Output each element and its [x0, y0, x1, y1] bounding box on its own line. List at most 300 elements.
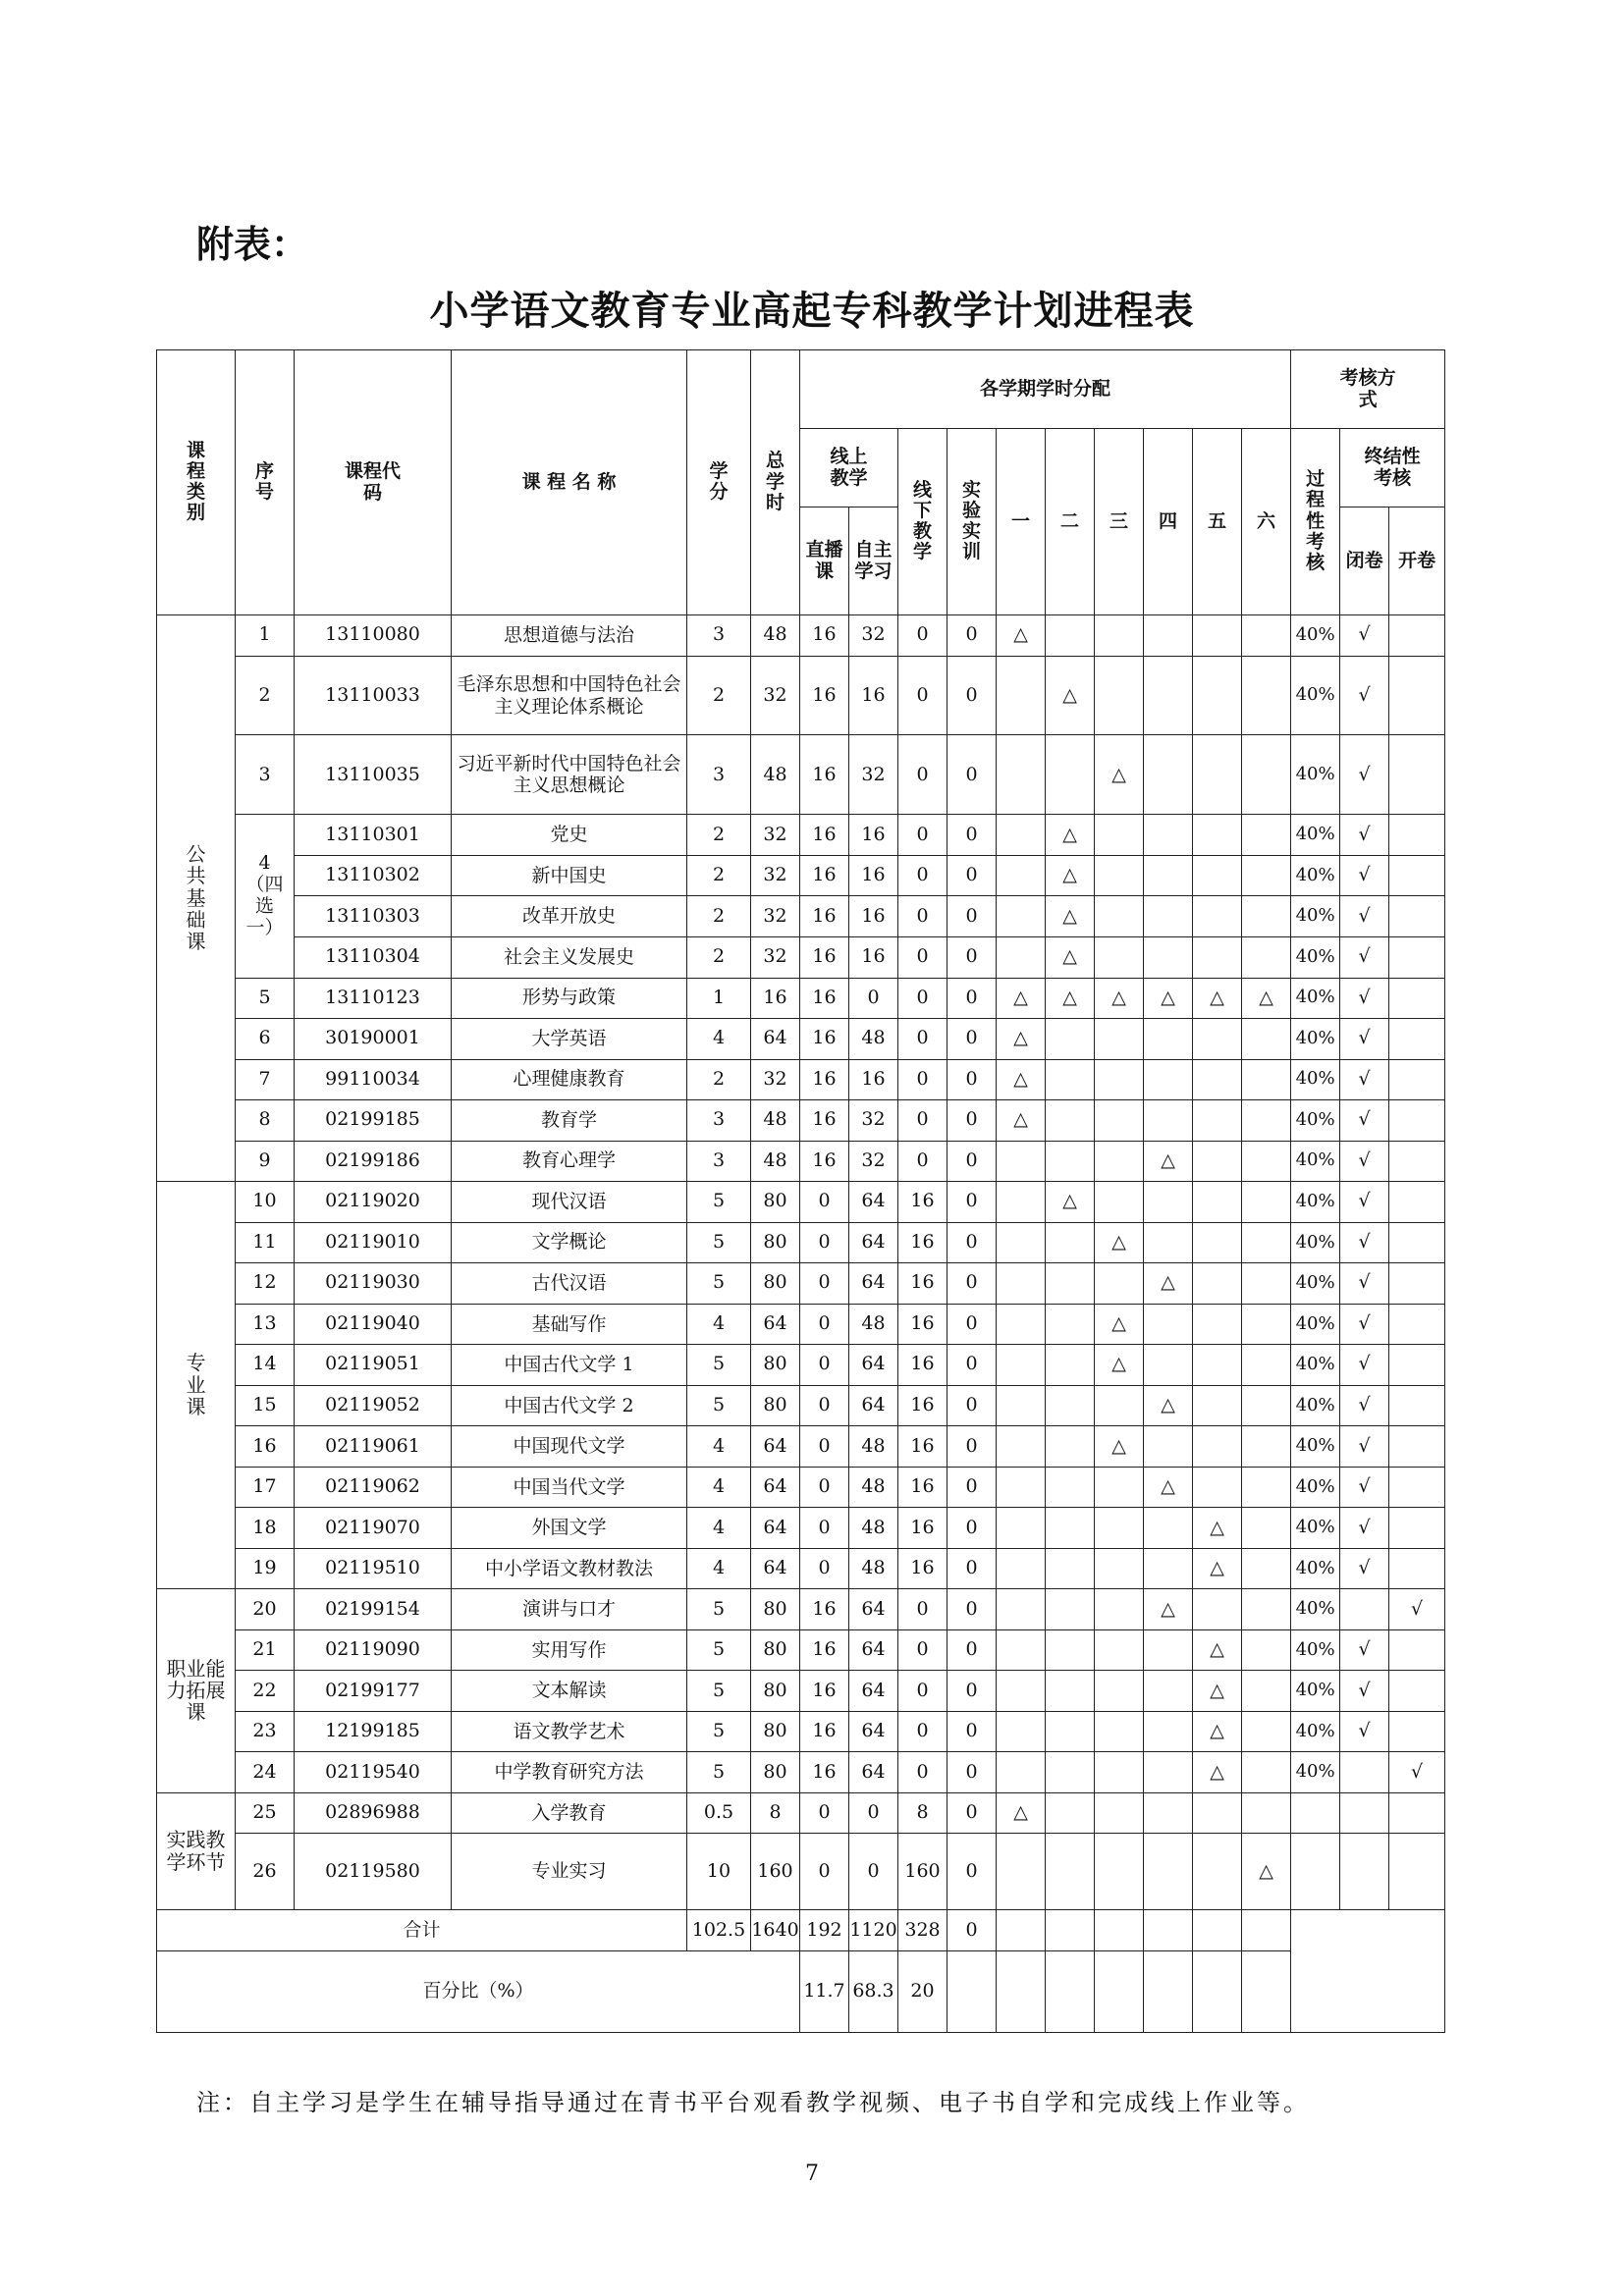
table-row [157, 855, 1445, 896]
open-book-cell [1389, 1019, 1445, 1060]
total-lab: 0 [947, 1910, 997, 1951]
lab-cell: 0 [947, 1671, 997, 1712]
semester-6-cell [1242, 1182, 1291, 1223]
hours-cell: 160 [751, 1834, 800, 1910]
closed-book-cell: √ [1340, 735, 1389, 815]
total-assess-blank [1291, 1910, 1445, 2033]
open-book-cell [1389, 937, 1445, 979]
course-name-cell: 思想道德与法治 [452, 615, 687, 657]
live-cell: 0 [800, 1182, 849, 1223]
offline-cell: 0 [898, 1059, 947, 1100]
percent-sem-6 [1242, 1950, 1291, 2032]
semester-6-cell [1242, 1345, 1291, 1386]
self-cell: 16 [849, 656, 898, 735]
offline-cell: 16 [898, 1345, 947, 1386]
header-process: 过程性考核 [1291, 429, 1340, 615]
seq-cell: 23 [236, 1711, 295, 1752]
page-number: 7 [805, 2162, 819, 2186]
lab-cell: 0 [947, 1834, 997, 1910]
credit-cell: 2 [687, 937, 751, 979]
process-pct-cell: 40% [1291, 1141, 1340, 1182]
semester-1-cell [997, 1752, 1046, 1793]
offline-cell: 0 [898, 1589, 947, 1630]
closed-book-cell: √ [1340, 1548, 1389, 1589]
header-hours: 总学时 [751, 350, 800, 615]
semester-5-cell [1193, 937, 1242, 979]
self-cell: 64 [849, 1385, 898, 1426]
semester-3-cell [1095, 937, 1144, 979]
semester-1-cell [997, 1711, 1046, 1752]
credit-cell: 5 [687, 1345, 751, 1386]
semester-5-cell [1193, 1426, 1242, 1468]
semester-5-cell: △ [1193, 1752, 1242, 1793]
hours-cell: 64 [751, 1304, 800, 1345]
semester-2-cell [1046, 735, 1095, 815]
percent-sem-2 [1046, 1950, 1095, 2032]
process-pct-cell: 40% [1291, 1222, 1340, 1263]
percent-live: 11.7 [800, 1950, 849, 2032]
self-cell: 32 [849, 735, 898, 815]
course-name-cell: 毛泽东思想和中国特色社会主义理论体系概论 [452, 656, 687, 735]
semester-4-cell [1144, 1426, 1193, 1468]
seq-cell: 6 [236, 1019, 295, 1060]
category-cell [157, 1792, 236, 1909]
process-pct-cell: 40% [1291, 1711, 1340, 1752]
open-book-cell [1389, 1141, 1445, 1182]
code-cell: 02119540 [295, 1752, 452, 1793]
credit-cell: 5 [687, 1711, 751, 1752]
offline-cell: 16 [898, 1467, 947, 1508]
live-cell: 16 [800, 1589, 849, 1630]
code-cell: 13110035 [295, 735, 452, 815]
semester-4-cell [1144, 735, 1193, 815]
semester-5-cell [1193, 1304, 1242, 1345]
credit-cell: 4 [687, 1304, 751, 1345]
offline-cell: 0 [898, 1019, 947, 1060]
open-book-cell [1389, 656, 1445, 735]
closed-book-cell: √ [1340, 1629, 1389, 1671]
semester-3-cell [1095, 656, 1144, 735]
semester-4-cell [1144, 1100, 1193, 1142]
semester-1-cell [997, 855, 1046, 896]
semester-1-cell: △ [997, 1059, 1046, 1100]
seq-cell: 20 [236, 1589, 295, 1630]
semester-2-cell [1046, 1141, 1095, 1182]
closed-book-cell: √ [1340, 1345, 1389, 1386]
header-lab: 实验实训 [947, 429, 997, 615]
lab-cell: 0 [947, 1792, 997, 1834]
hours-cell: 80 [751, 1671, 800, 1712]
code-cell: 02119061 [295, 1426, 452, 1468]
closed-book-cell: √ [1340, 615, 1389, 657]
live-cell: 16 [800, 1711, 849, 1752]
lab-cell: 0 [947, 1141, 997, 1182]
semester-5-cell [1193, 896, 1242, 937]
semester-6-cell [1242, 1792, 1291, 1834]
semester-6-cell [1242, 1629, 1291, 1671]
offline-cell: 0 [898, 615, 947, 657]
semester-6-cell [1242, 1304, 1291, 1345]
course-name-cell: 心理健康教育 [452, 1059, 687, 1100]
lab-cell: 0 [947, 1548, 997, 1589]
offline-cell: 16 [898, 1263, 947, 1305]
semester-2-cell [1046, 1752, 1095, 1793]
semester-6-cell [1242, 896, 1291, 937]
table-row [157, 735, 1445, 815]
live-cell: 16 [800, 1141, 849, 1182]
closed-book-cell: √ [1340, 656, 1389, 735]
seq-cell: 25 [236, 1792, 295, 1834]
live-cell: 16 [800, 937, 849, 979]
table-row [157, 1671, 1445, 1712]
semester-3-cell [1095, 1100, 1144, 1142]
credit-cell: 3 [687, 1141, 751, 1182]
open-book-cell [1389, 1385, 1445, 1426]
semester-1-cell [997, 1589, 1046, 1630]
table-row [157, 1426, 1445, 1468]
closed-book-cell: √ [1340, 937, 1389, 979]
semester-6-cell [1242, 1385, 1291, 1426]
total-sem-1 [997, 1910, 1046, 1951]
semester-1-cell: △ [997, 615, 1046, 657]
self-cell: 64 [849, 1589, 898, 1630]
semester-2-cell [1046, 1426, 1095, 1468]
offline-cell: 0 [898, 1100, 947, 1142]
semester-1-cell [997, 1385, 1046, 1426]
semester-4-cell [1144, 1304, 1193, 1345]
closed-book-cell: √ [1340, 1019, 1389, 1060]
table-row [157, 1548, 1445, 1589]
semester-2-cell [1046, 1304, 1095, 1345]
header-semester-group: 各学期学时分配 [800, 350, 1291, 429]
table-row [157, 615, 1445, 657]
semester-2-cell [1046, 1019, 1095, 1060]
semester-5-cell [1193, 1589, 1242, 1630]
header-final: 终结性考核 [1340, 429, 1445, 507]
percent-lab [947, 1950, 997, 2032]
credit-cell: 5 [687, 1222, 751, 1263]
course-name-cell: 中学教育研究方法 [452, 1752, 687, 1793]
semester-6-cell [1242, 1019, 1291, 1060]
credit-cell: 2 [687, 1059, 751, 1100]
total-offline: 328 [898, 1910, 947, 1951]
closed-book-cell: √ [1340, 1263, 1389, 1305]
category-cell [157, 615, 236, 1182]
closed-book-cell: √ [1340, 1059, 1389, 1100]
live-cell: 0 [800, 1345, 849, 1386]
table-row [157, 1059, 1445, 1100]
offline-cell: 16 [898, 1304, 947, 1345]
course-name-cell: 社会主义发展史 [452, 937, 687, 979]
total-row [157, 1910, 1445, 1951]
credit-cell: 5 [687, 1263, 751, 1305]
total-sem-5 [1193, 1910, 1242, 1951]
credit-cell: 4 [687, 1508, 751, 1549]
process-pct-cell: 40% [1291, 1629, 1340, 1671]
semester-6-cell [1242, 1508, 1291, 1549]
credit-cell: 2 [687, 815, 751, 856]
table-row [157, 1834, 1445, 1910]
header-sem-5: 五 [1193, 429, 1242, 615]
semester-5-cell [1193, 1467, 1242, 1508]
header-credit: 学分 [687, 350, 751, 615]
seq-cell-elective: 4（四选一） [236, 815, 295, 978]
open-book-cell [1389, 1182, 1445, 1223]
semester-1-cell [997, 1671, 1046, 1712]
semester-1-cell [997, 1834, 1046, 1910]
semester-4-cell [1144, 615, 1193, 657]
lab-cell: 0 [947, 1059, 997, 1100]
closed-book-cell: √ [1340, 1671, 1389, 1712]
lab-cell: 0 [947, 615, 997, 657]
lab-cell: 0 [947, 815, 997, 856]
process-pct-cell [1291, 1792, 1340, 1834]
process-pct-cell: 40% [1291, 1467, 1340, 1508]
open-book-cell [1389, 1629, 1445, 1671]
course-name-cell: 基础写作 [452, 1304, 687, 1345]
semester-3-cell [1095, 1629, 1144, 1671]
semester-4-cell [1144, 656, 1193, 735]
closed-book-cell: √ [1340, 1100, 1389, 1142]
process-pct-cell: 40% [1291, 978, 1340, 1019]
self-cell: 48 [849, 1019, 898, 1060]
self-cell: 64 [849, 1752, 898, 1793]
semester-3-cell [1095, 855, 1144, 896]
live-cell: 0 [800, 1222, 849, 1263]
offline-cell: 0 [898, 1629, 947, 1671]
open-book-cell [1389, 1059, 1445, 1100]
process-pct-cell: 40% [1291, 1426, 1340, 1468]
course-name-cell: 改革开放史 [452, 896, 687, 937]
code-cell: 13110123 [295, 978, 452, 1019]
code-cell: 13110302 [295, 855, 452, 896]
open-book-cell [1389, 735, 1445, 815]
total-sem-6 [1242, 1910, 1291, 1951]
self-cell: 64 [849, 1629, 898, 1671]
lab-cell: 0 [947, 855, 997, 896]
credit-cell: 2 [687, 855, 751, 896]
closed-book-cell: √ [1340, 1141, 1389, 1182]
semester-5-cell [1193, 1263, 1242, 1305]
closed-book-cell: √ [1340, 1385, 1389, 1426]
semester-1-cell [997, 1345, 1046, 1386]
lab-cell: 0 [947, 1263, 997, 1305]
self-cell: 64 [849, 1711, 898, 1752]
open-book-cell [1389, 896, 1445, 937]
credit-cell: 4 [687, 1548, 751, 1589]
credit-cell: 3 [687, 615, 751, 657]
header-online: 线上教学 [800, 429, 898, 507]
table-body [157, 615, 1445, 2033]
teaching-plan-table [156, 349, 1445, 2033]
hours-cell: 80 [751, 1711, 800, 1752]
semester-6-cell [1242, 855, 1291, 896]
course-name-cell: 专业实习 [452, 1834, 687, 1910]
closed-book-cell: √ [1340, 1508, 1389, 1549]
hours-cell: 48 [751, 1100, 800, 1142]
credit-cell: 3 [687, 735, 751, 815]
semester-1-cell [997, 1141, 1046, 1182]
semester-5-cell: △ [1193, 978, 1242, 1019]
semester-4-cell [1144, 815, 1193, 856]
semester-6-cell [1242, 615, 1291, 657]
semester-3-cell [1095, 1792, 1144, 1834]
total-label: 合计 [157, 1910, 687, 1951]
seq-cell: 2 [236, 656, 295, 735]
code-cell: 13110304 [295, 937, 452, 979]
semester-2-cell: △ [1046, 937, 1095, 979]
seq-cell: 14 [236, 1345, 295, 1386]
closed-book-cell: √ [1340, 1426, 1389, 1468]
hours-cell: 64 [751, 1019, 800, 1060]
credit-cell: 2 [687, 656, 751, 735]
offline-cell: 0 [898, 815, 947, 856]
process-pct-cell: 40% [1291, 1508, 1340, 1549]
header-self: 自主学习 [849, 507, 898, 615]
hours-cell: 16 [751, 978, 800, 1019]
open-book-cell [1389, 1711, 1445, 1752]
self-cell: 16 [849, 896, 898, 937]
open-book-cell [1389, 1426, 1445, 1468]
live-cell: 16 [800, 1629, 849, 1671]
semester-2-cell [1046, 1059, 1095, 1100]
semester-4-cell [1144, 1345, 1193, 1386]
credit-cell: 4 [687, 1467, 751, 1508]
header-category: 课程类别 [157, 350, 236, 615]
credit-cell: 0.5 [687, 1792, 751, 1834]
code-cell: 02896988 [295, 1792, 452, 1834]
header-sem-3: 三 [1095, 429, 1144, 615]
semester-6-cell [1242, 1752, 1291, 1793]
offline-cell: 8 [898, 1792, 947, 1834]
total-sem-3 [1095, 1910, 1144, 1951]
semester-1-cell [997, 1222, 1046, 1263]
process-pct-cell: 40% [1291, 1019, 1340, 1060]
seq-cell: 8 [236, 1100, 295, 1142]
closed-book-cell: √ [1340, 1467, 1389, 1508]
hours-cell: 32 [751, 815, 800, 856]
process-pct-cell: 40% [1291, 1752, 1340, 1793]
percent-sem-1 [997, 1950, 1046, 2032]
percent-label: 百分比（%） [157, 1950, 800, 2032]
semester-4-cell [1144, 855, 1193, 896]
semester-1-cell [997, 656, 1046, 735]
self-cell: 32 [849, 615, 898, 657]
code-cell: 02119040 [295, 1304, 452, 1345]
process-pct-cell: 40% [1291, 1671, 1340, 1712]
semester-3-cell [1095, 1834, 1144, 1910]
table-row [157, 896, 1445, 937]
semester-4-cell: △ [1144, 1263, 1193, 1305]
live-cell: 16 [800, 978, 849, 1019]
total-credit: 102.5 [687, 1910, 751, 1951]
semester-4-cell [1144, 1834, 1193, 1910]
code-cell: 02119052 [295, 1385, 452, 1426]
hours-cell: 32 [751, 656, 800, 735]
semester-5-cell [1193, 656, 1242, 735]
closed-book-cell: √ [1340, 1304, 1389, 1345]
self-cell: 64 [849, 1263, 898, 1305]
course-name-cell: 现代汉语 [452, 1182, 687, 1223]
offline-cell: 160 [898, 1834, 947, 1910]
code-cell: 13110301 [295, 815, 452, 856]
offline-cell: 0 [898, 1141, 947, 1182]
process-pct-cell: 40% [1291, 855, 1340, 896]
self-cell: 64 [849, 1222, 898, 1263]
open-book-cell [1389, 1263, 1445, 1305]
semester-2-cell [1046, 1629, 1095, 1671]
semester-1-cell: △ [997, 1019, 1046, 1060]
percent-sem-5 [1193, 1950, 1242, 2032]
semester-4-cell [1144, 1752, 1193, 1793]
lab-cell: 0 [947, 978, 997, 1019]
semester-5-cell [1193, 1385, 1242, 1426]
semester-1-cell [997, 1629, 1046, 1671]
seq-cell: 19 [236, 1548, 295, 1589]
process-pct-cell: 40% [1291, 656, 1340, 735]
credit-cell: 5 [687, 1589, 751, 1630]
code-cell: 99110034 [295, 1059, 452, 1100]
open-book-cell: √ [1389, 1752, 1445, 1793]
live-cell: 16 [800, 855, 849, 896]
offline-cell: 16 [898, 1426, 947, 1468]
semester-6-cell [1242, 1222, 1291, 1263]
semester-2-cell [1046, 1548, 1095, 1589]
self-cell: 16 [849, 815, 898, 856]
code-cell: 02119030 [295, 1263, 452, 1305]
hours-cell: 64 [751, 1467, 800, 1508]
seq-cell: 18 [236, 1508, 295, 1549]
live-cell: 0 [800, 1508, 849, 1549]
live-cell: 0 [800, 1467, 849, 1508]
page-title: 小学语文教育专业高起专科教学计划进程表 [429, 288, 1195, 334]
hours-cell: 64 [751, 1508, 800, 1549]
percent-sem-4 [1144, 1950, 1193, 2032]
code-cell: 02119580 [295, 1834, 452, 1910]
plan-table-wrapper [156, 349, 1444, 2033]
self-cell: 0 [849, 978, 898, 1019]
hours-cell: 32 [751, 1059, 800, 1100]
semester-1-cell [997, 1182, 1046, 1223]
lab-cell: 0 [947, 735, 997, 815]
semester-6-cell [1242, 1711, 1291, 1752]
table-row [157, 1182, 1445, 1223]
live-cell: 16 [800, 1671, 849, 1712]
header-live: 直播课 [800, 507, 849, 615]
semester-2-cell: △ [1046, 896, 1095, 937]
semester-2-cell [1046, 1711, 1095, 1752]
semester-5-cell: △ [1193, 1629, 1242, 1671]
semester-3-cell: △ [1095, 1426, 1144, 1468]
semester-4-cell [1144, 1222, 1193, 1263]
semester-2-cell [1046, 1385, 1095, 1426]
semester-6-cell: △ [1242, 978, 1291, 1019]
semester-5-cell [1193, 1141, 1242, 1182]
process-pct-cell: 40% [1291, 1100, 1340, 1142]
seq-cell: 22 [236, 1671, 295, 1712]
code-cell: 02119090 [295, 1629, 452, 1671]
process-pct-cell [1291, 1834, 1340, 1910]
course-name-cell: 古代汉语 [452, 1263, 687, 1305]
closed-book-cell: √ [1340, 1222, 1389, 1263]
semester-4-cell [1144, 1548, 1193, 1589]
semester-2-cell: △ [1046, 855, 1095, 896]
semester-2-cell [1046, 1508, 1095, 1549]
open-book-cell [1389, 1671, 1445, 1712]
self-cell: 16 [849, 937, 898, 979]
open-book-cell [1389, 1834, 1445, 1910]
header-sem-6: 六 [1242, 429, 1291, 615]
